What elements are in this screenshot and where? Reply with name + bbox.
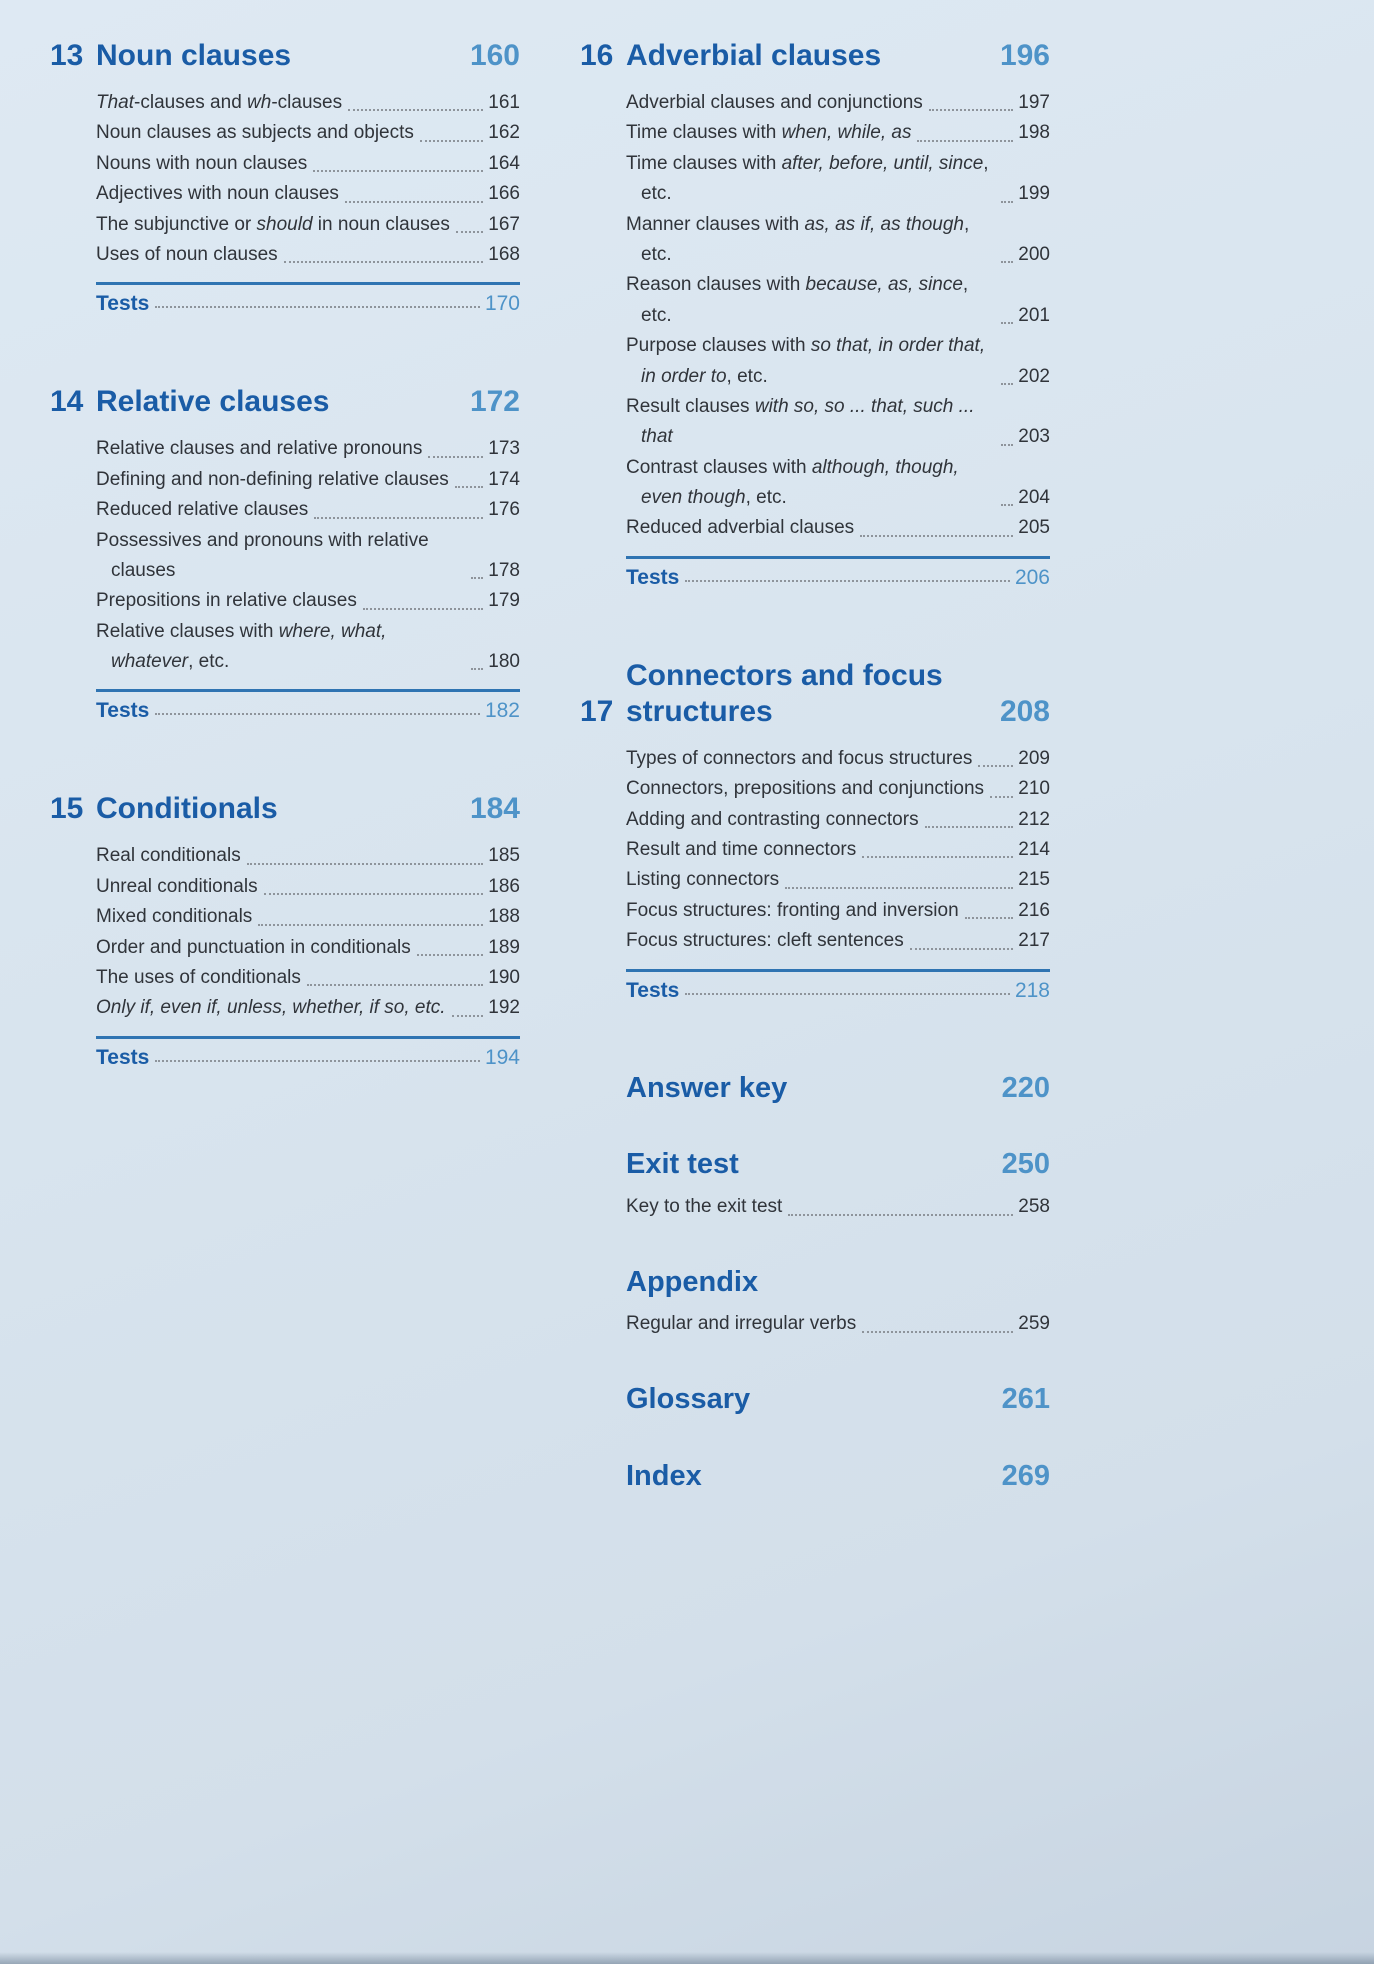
toc-entry: [96, 933, 520, 963]
toc-entry: [626, 1192, 1050, 1222]
toc-entry: [626, 744, 1050, 774]
entry-page-number: 174: [488, 468, 520, 490]
italic-run: when, while, as: [781, 122, 912, 144]
dotted-leader: [348, 109, 483, 111]
entry-page-number: 197: [1018, 92, 1050, 113]
entry-label: Adjectives with noun clauses: [96, 183, 339, 205]
dotted-leader: [363, 608, 483, 610]
chapter-title: Relative clauses: [96, 385, 330, 419]
tests-row: [626, 556, 1050, 590]
entry-page-number: 168: [488, 243, 520, 265]
entry-page-number: 185: [488, 845, 520, 867]
chapter-page-number: 208: [999, 694, 1050, 728]
entry-page-number: 204: [1018, 487, 1050, 509]
dotted-leader: [456, 231, 483, 233]
italic-run: wh: [247, 92, 272, 113]
entry-label: Nouns with noun clauses: [96, 152, 308, 174]
dotted-leader: [978, 765, 1013, 767]
toc-entry: [626, 513, 1050, 543]
toc-entries: [96, 434, 520, 677]
dotted-leader: [471, 577, 483, 579]
toc-entry: [626, 926, 1050, 956]
entry-label: Defining and non-defining relative clauses: [96, 468, 449, 490]
toc-section-index: [580, 1459, 1050, 1494]
entry-page-number: 161: [488, 92, 520, 113]
tests-label: Tests: [96, 292, 150, 316]
toc-entries: [626, 1192, 1050, 1222]
toc-entry: [626, 392, 1050, 453]
entry-page-number: 212: [1018, 808, 1050, 830]
toc-entry: [626, 896, 1050, 926]
dotted-leader: [471, 668, 483, 670]
entry-page-number: 214: [1018, 839, 1050, 861]
dotted-leader: [1001, 322, 1013, 324]
entry-label: Adding and contrasting connectors: [626, 808, 919, 830]
toc-entry: [626, 88, 1050, 118]
dotted-leader: [862, 1331, 1013, 1333]
chapter-title: Adverbial clauses: [626, 39, 882, 72]
entry-label: Purpose clauses with so that, in order that, in order to, etc.: [626, 335, 986, 387]
dotted-leader: [925, 826, 1014, 828]
entry-page-number: 178: [488, 559, 520, 581]
backmatter-page-number: 269: [1001, 1459, 1050, 1492]
italic-run: so that, in order that, in order to: [641, 335, 986, 387]
dotted-leader: [264, 893, 484, 895]
italic-run: where, what, whatever: [111, 620, 387, 673]
entry-page-number: 209: [1018, 747, 1050, 769]
toc-entry: [96, 872, 520, 902]
entry-page-number: 216: [1018, 899, 1050, 921]
entry-label: Uses of noun clauses: [96, 243, 278, 265]
entry-page-number: 202: [1018, 365, 1050, 387]
chapter-number: 15: [50, 792, 84, 826]
entry-label: Adverbial clauses and conjunctions: [626, 92, 923, 113]
tests-row: [96, 1036, 520, 1070]
entry-label: Reduced relative clauses: [96, 499, 309, 521]
italic-run: with so, so ... that, such ... that: [641, 395, 975, 448]
toc-entry: [96, 179, 520, 209]
toc-entry: [626, 865, 1050, 895]
entry-label: Manner clauses with as, as if, as though, etc.: [626, 213, 970, 265]
toc-section-13: [50, 38, 520, 316]
backmatter-heading: [626, 1459, 1050, 1494]
italic-run: after, before, until, since: [781, 152, 984, 174]
entry-label: The subjunctive or should in noun clauses: [96, 213, 450, 235]
entry-label: Listing connectors: [626, 869, 780, 891]
dotted-leader: [247, 863, 484, 865]
dotted-leader: [1001, 504, 1013, 506]
dotted-leader: [284, 261, 484, 263]
backmatter-heading: [626, 1071, 1050, 1106]
tests-page-number: 182: [484, 699, 520, 723]
entry-page-number: 190: [488, 967, 520, 989]
entry-label: Focus structures: fronting and inversion: [626, 899, 959, 921]
chapter-heading: [580, 658, 1050, 730]
toc-entry: [96, 993, 520, 1023]
tests-row: [626, 969, 1050, 1003]
chapter-title: Noun clauses: [96, 39, 292, 72]
entry-label: The uses of conditionals: [96, 967, 301, 989]
backmatter-heading: [626, 1147, 1050, 1182]
dotted-leader: [785, 887, 1013, 889]
toc-entry: [96, 88, 520, 118]
backmatter-page-number: 261: [1001, 1382, 1050, 1415]
dotted-leader: [420, 140, 483, 142]
entry-label: That-clauses and wh-clauses: [96, 92, 343, 113]
toc-section-17: [580, 658, 1050, 1003]
toc-entry: [626, 210, 1050, 271]
dotted-leader: [314, 517, 483, 519]
entry-page-number: 179: [488, 590, 520, 612]
toc-section-glossary: [580, 1382, 1050, 1417]
toc-section-exit-test: [580, 1147, 1050, 1222]
dotted-leader: [910, 948, 1014, 950]
entry-label: [96, 993, 446, 1023]
entry-page-number: 167: [488, 213, 520, 235]
tests-page-number: 206: [1014, 565, 1050, 589]
entry-page-number: 164: [488, 152, 520, 174]
dotted-leader: [788, 1214, 1013, 1216]
entry-page-number: 215: [1018, 869, 1050, 891]
toc-entry: [96, 526, 520, 587]
entry-page-number: 166: [488, 183, 520, 205]
toc-entry: [96, 586, 520, 616]
backmatter-title: Glossary: [626, 1382, 751, 1415]
dotted-leader: [917, 140, 1013, 142]
chapter-page-number: 196: [999, 39, 1050, 72]
toc-section-answer-key: [580, 1071, 1050, 1106]
italic-run: should: [256, 213, 313, 235]
toc-entries: [626, 744, 1050, 957]
entry-page-number: 217: [1018, 930, 1050, 952]
toc-entry: [96, 841, 520, 871]
entry-label: Regular and irregular verbs: [626, 1313, 857, 1335]
backmatter-page-number: 250: [1001, 1148, 1050, 1181]
tests-row: [96, 282, 520, 316]
entry-page-number: 259: [1018, 1313, 1050, 1335]
backmatter-title: Index: [626, 1459, 702, 1492]
italic-run: Only if, even if, unless, whether, if so, etc.: [96, 997, 446, 1019]
dotted-leader: [345, 201, 483, 203]
entry-label: Result clauses with so, so ... that, such ... that: [626, 395, 975, 448]
entry-page-number: 258: [1018, 1196, 1050, 1218]
toc-entry: [626, 774, 1050, 804]
entry-label: Possessives and pronouns with relative clauses: [96, 529, 429, 581]
toc-entry: [96, 902, 520, 932]
entry-label: Result and time connectors: [626, 839, 857, 861]
toc-entry: [96, 495, 520, 525]
dotted-leader: [258, 924, 483, 926]
dotted-leader: [307, 984, 483, 986]
dotted-leader: [1001, 261, 1013, 263]
backmatter-heading: [626, 1382, 1050, 1417]
tests-label: Tests: [626, 978, 680, 1002]
dotted-leader: [990, 796, 1013, 798]
chapter-page-number: 184: [469, 792, 520, 826]
entry-page-number: 189: [488, 936, 520, 958]
tests-label: Tests: [96, 1045, 150, 1069]
backmatter-heading: [626, 1265, 1050, 1300]
dotted-leader: [685, 993, 1010, 995]
toc-entry: [96, 617, 520, 678]
entry-page-number: 192: [488, 997, 520, 1019]
chapter-heading: [50, 791, 520, 827]
toc-entry: [626, 118, 1050, 148]
chapter-number: 16: [580, 39, 614, 72]
toc-section-appendix: [580, 1265, 1050, 1340]
dotted-leader: [155, 713, 480, 715]
entry-page-number: 176: [488, 499, 520, 521]
toc-section-16: [580, 38, 1050, 590]
toc-entry: [626, 453, 1050, 514]
dotted-leader: [428, 456, 483, 458]
entry-page-number: 205: [1018, 517, 1050, 539]
toc-entry: [96, 240, 520, 270]
dotted-leader: [455, 486, 484, 488]
table-of-contents: [50, 38, 1374, 1535]
toc-entries: [626, 1309, 1050, 1339]
entry-page-number: 210: [1018, 778, 1050, 800]
entry-label: Prepositions in relative clauses: [96, 590, 357, 612]
dotted-leader: [860, 535, 1013, 537]
entry-page-number: 199: [1018, 183, 1050, 205]
entry-page-number: 198: [1018, 122, 1050, 144]
entry-label: Reduced adverbial clauses: [626, 517, 855, 539]
dotted-leader: [417, 954, 484, 956]
italic-run: as, as if, as though: [804, 213, 964, 235]
tests-page-number: 218: [1014, 978, 1050, 1002]
chapter-number: 13: [50, 39, 84, 72]
entry-label: Key to the exit test: [626, 1196, 783, 1218]
tests-label: Tests: [96, 699, 150, 723]
entry-page-number: 188: [488, 906, 520, 928]
toc-entry: [626, 149, 1050, 210]
toc-section-15: [50, 791, 520, 1069]
dotted-leader: [965, 917, 1014, 919]
dotted-leader: [929, 109, 1014, 111]
entry-label: Time clauses with after, before, until, since, etc.: [626, 152, 989, 205]
backmatter-title: Exit test: [626, 1148, 739, 1181]
entry-label: Unreal conditionals: [96, 875, 258, 897]
toc-entry: [626, 805, 1050, 835]
tests-label: Tests: [626, 565, 680, 589]
entry-page-number: 162: [488, 122, 520, 144]
italic-run: That: [96, 92, 135, 113]
dotted-leader: [1001, 201, 1013, 203]
chapter-number: 14: [50, 385, 84, 419]
toc-entries: [96, 841, 520, 1023]
entry-label: Connectors, prepositions and conjunctions: [626, 778, 985, 800]
entry-label: Relative clauses with where, what, whatever, etc.: [96, 620, 387, 673]
entry-page-number: 203: [1018, 426, 1050, 448]
dotted-leader: [452, 1015, 484, 1017]
entry-page-number: 200: [1018, 243, 1050, 265]
chapter-page-number: 172: [469, 385, 520, 419]
entry-label: Reason clauses with because, as, since, etc.: [626, 274, 969, 326]
entry-page-number: 180: [488, 651, 520, 673]
dotted-leader: [155, 1060, 480, 1062]
toc-entry: [96, 434, 520, 464]
toc-column-1: [50, 38, 520, 1535]
entry-page-number: 201: [1018, 304, 1050, 326]
dotted-leader: [1001, 444, 1013, 446]
toc-entry: [626, 835, 1050, 865]
entry-label: Types of connectors and focus structures: [626, 747, 973, 769]
entry-label: Real conditionals: [96, 845, 241, 867]
chapter-number: 17: [580, 694, 614, 728]
tests-page-number: 170: [484, 292, 520, 316]
italic-run: because, as, since: [805, 274, 963, 296]
italic-run: although, though, even though: [641, 456, 959, 509]
toc-entry: [626, 270, 1050, 331]
entry-label: Time clauses with when, while, as: [626, 122, 912, 144]
toc-entry: [96, 118, 520, 148]
tests-row: [96, 689, 520, 723]
toc-entries: [626, 88, 1050, 544]
tests-page-number: 194: [484, 1045, 520, 1069]
entry-page-number: 186: [488, 875, 520, 897]
entry-label: Relative clauses and relative pronouns: [96, 438, 423, 460]
entry-label: Contrast clauses with although, though, even though, etc.: [626, 456, 959, 509]
chapter-heading: [50, 384, 520, 420]
backmatter-page-number: 220: [1001, 1071, 1050, 1104]
toc-entry: [96, 149, 520, 179]
entry-label: Order and punctuation in conditionals: [96, 936, 411, 958]
entry-page-number: 173: [488, 438, 520, 460]
entry-label: Mixed conditionals: [96, 906, 253, 928]
backmatter-title: Appendix: [626, 1265, 759, 1298]
toc-entry: [96, 210, 520, 240]
dotted-leader: [862, 856, 1013, 858]
dotted-leader: [155, 306, 480, 308]
toc-entry: [96, 465, 520, 495]
chapter-title: Conditionals: [96, 792, 278, 826]
dotted-leader: [1001, 383, 1013, 385]
backmatter-title: Answer key: [626, 1071, 788, 1104]
toc-entry: [96, 963, 520, 993]
toc-column-2: [580, 38, 1050, 1535]
toc-entry: [626, 1309, 1050, 1339]
dotted-leader: [313, 170, 483, 172]
chapter-heading: [50, 38, 520, 74]
chapter-heading: [580, 38, 1050, 74]
toc-section-14: [50, 384, 520, 723]
dotted-leader: [685, 580, 1010, 582]
entry-label: Noun clauses as subjects and objects: [96, 122, 414, 144]
toc-entries: [96, 88, 520, 270]
chapter-page-number: 160: [469, 39, 520, 72]
chapter-title: Connectors and focus structures: [626, 658, 943, 728]
toc-entry: [626, 331, 1050, 392]
entry-label: Focus structures: cleft sentences: [626, 930, 904, 952]
